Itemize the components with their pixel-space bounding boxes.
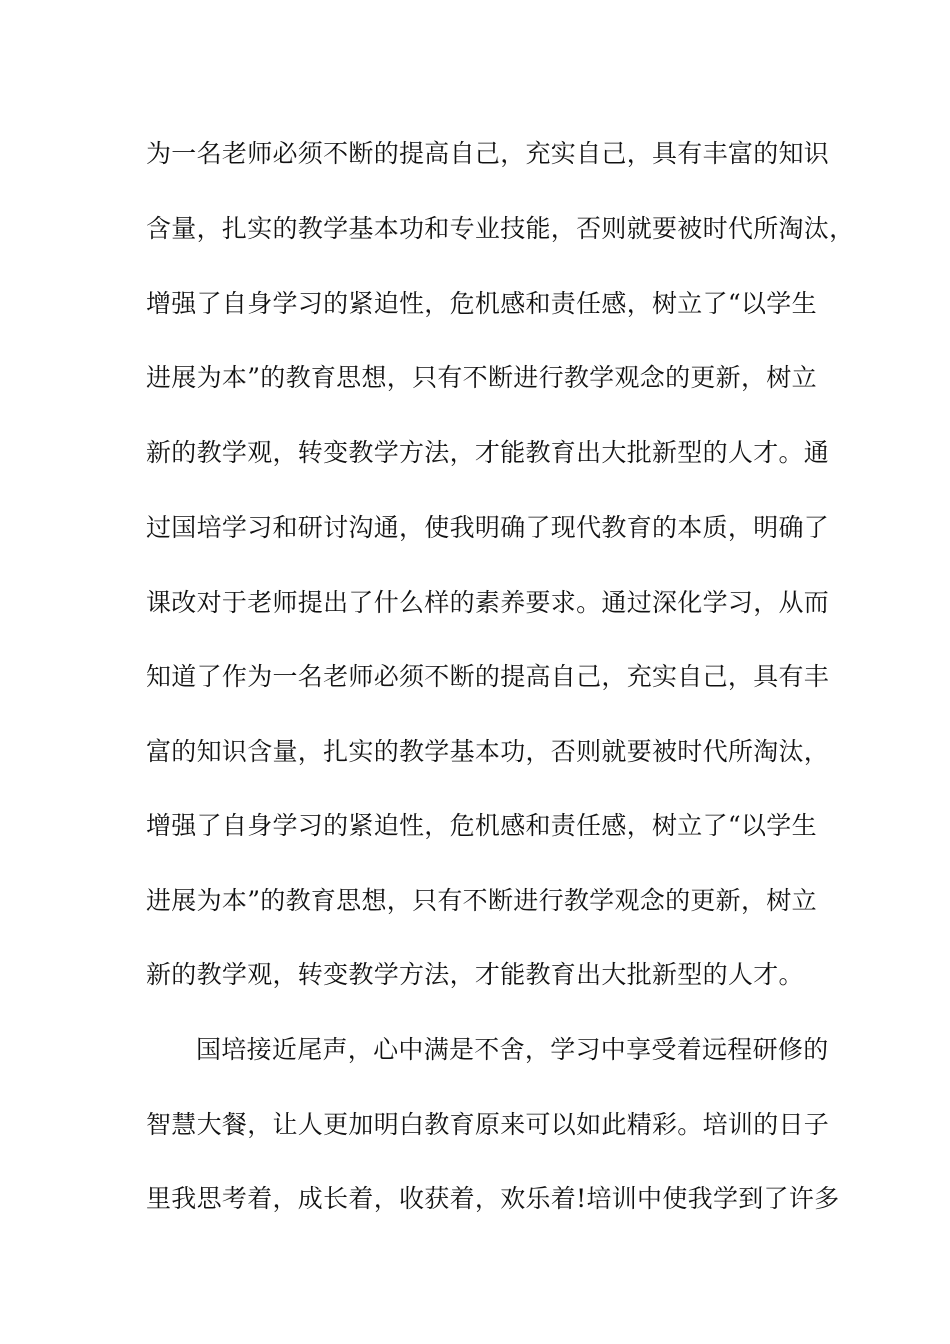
text-line: 含量，扎实的教学基本功和专业技能，否则就要被时代所淘汰，: [146, 214, 855, 243]
paragraph-start-line: 国培接近尾声，心中满是不舍，学习中享受着远程研修的: [196, 1035, 829, 1064]
text-line: 过国培学习和研讨沟通，使我明确了现代教育的本质，明确了: [146, 513, 830, 542]
text-line: 增强了自身学习的紧迫性，危机感和责任感，树立了“以学生: [146, 811, 817, 840]
text-line: 知道了作为一名老师必须不断的提高自己，充实自己，具有丰: [146, 662, 830, 691]
text-line: 里我思考着，成长着，收获着，欢乐着!培训中使我学到了许多: [146, 1184, 840, 1213]
text-line: 新的教学观，转变教学方法，才能教育出大批新型的人才。通: [146, 438, 830, 467]
text-line: 进展为本”的教育思想，只有不断进行教学观念的更新，树立: [146, 363, 817, 392]
text-line: 智慧大餐，让人更加明白教育原来可以如此精彩。培训的日子: [146, 1110, 830, 1139]
text-line: 富的知识含量，扎实的教学基本功，否则就要被时代所淘汰，: [146, 737, 830, 766]
text-line: 进展为本”的教育思想，只有不断进行教学观念的更新，树立: [146, 886, 817, 915]
text-line: 课改对于老师提出了什么样的素养要求。通过深化学习，从而: [146, 588, 830, 617]
text-line: 增强了自身学习的紧迫性，危机感和责任感，树立了“以学生: [146, 289, 817, 318]
text-line: 为一名老师必须不断的提高自己，充实自己，具有丰富的知识: [146, 139, 830, 168]
text-line: 新的教学观，转变教学方法，才能教育出大批新型的人才。: [146, 960, 804, 989]
